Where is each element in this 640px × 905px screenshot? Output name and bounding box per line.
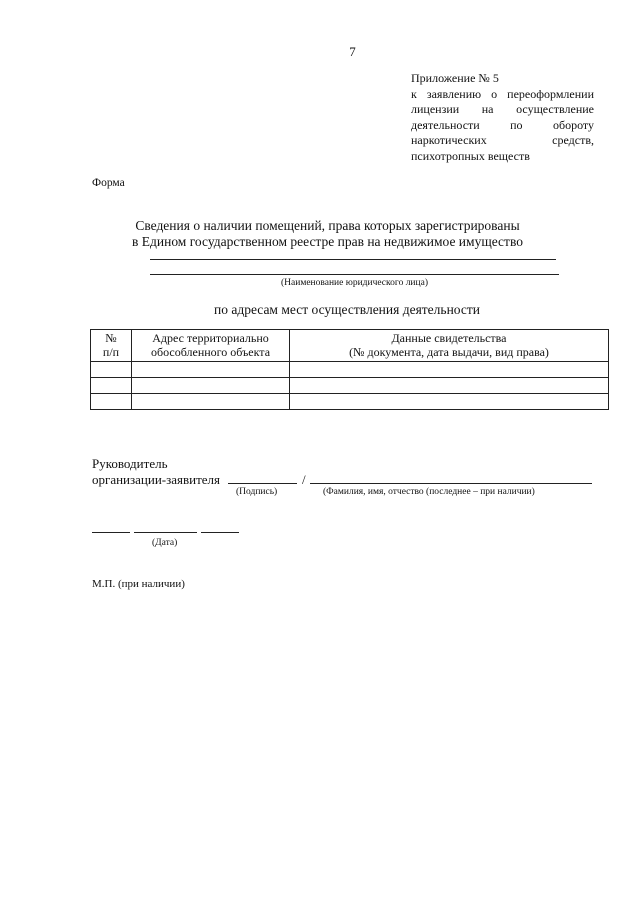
- heading-line: в Едином государственном реестре прав на недвижимое имущество: [132, 234, 523, 249]
- table-cell[interactable]: [290, 362, 609, 378]
- table-cell[interactable]: [91, 362, 132, 378]
- table-row: [91, 362, 609, 378]
- full-name-caption: (Фамилия, имя, отчество (последнее – при наличии): [323, 487, 535, 497]
- signatory-role-line1: Руководитель: [92, 456, 168, 471]
- date-day-line[interactable]: [92, 532, 130, 533]
- date-caption: (Дата): [152, 538, 178, 548]
- appendix-line: лицензии на осуществление: [411, 102, 594, 117]
- appendix-line: наркотических средств,: [411, 133, 594, 148]
- entity-name-caption: (Наименование юридического лица): [281, 278, 428, 288]
- appendix-title: Приложение № 5: [411, 71, 499, 85]
- table-row: [91, 378, 609, 394]
- table-cell[interactable]: [132, 378, 290, 394]
- form-label: Форма: [92, 177, 125, 189]
- signatory-role-line2: организации-заявителя: [92, 472, 221, 487]
- table-cell[interactable]: [132, 394, 290, 410]
- entity-name-line-2[interactable]: [150, 274, 559, 275]
- document-heading: [92, 218, 563, 250]
- date-year-line[interactable]: [201, 532, 239, 533]
- full-name-line[interactable]: [310, 483, 592, 484]
- premises-table: [90, 329, 609, 410]
- date-month-line[interactable]: [134, 532, 197, 533]
- heading-line: Сведения о наличии помещений, права которых зарегистрированы: [135, 218, 520, 233]
- appendix-block: [411, 71, 594, 165]
- signature-line[interactable]: [228, 483, 297, 484]
- table-cell[interactable]: [290, 394, 609, 410]
- table-row: [91, 394, 609, 410]
- appendix-line: деятельности по обороту: [411, 117, 594, 132]
- signature-separator: /: [302, 472, 306, 487]
- column-header-address: Адрес территориально обособленного объекта: [132, 330, 290, 362]
- stamp-note: М.П. (при наличии): [92, 578, 185, 590]
- appendix-line: к заявлению о переоформлении: [411, 86, 594, 101]
- entity-name-line-1[interactable]: [150, 259, 556, 260]
- table-cell[interactable]: [91, 394, 132, 410]
- column-header-certificate: Данные свидетельства (№ документа, дата выдачи, вид права): [290, 330, 609, 362]
- table-header-row: [91, 330, 609, 362]
- page-number: 7: [349, 44, 356, 59]
- table-cell[interactable]: [91, 378, 132, 394]
- appendix-line: психотропных веществ: [411, 148, 530, 163]
- table-cell[interactable]: [290, 378, 609, 394]
- column-header-number: № п/п: [91, 330, 132, 362]
- sub-heading: по адресам мест осуществления деятельности: [214, 302, 480, 317]
- signature-caption: (Подпись): [236, 487, 278, 497]
- table-cell[interactable]: [132, 362, 290, 378]
